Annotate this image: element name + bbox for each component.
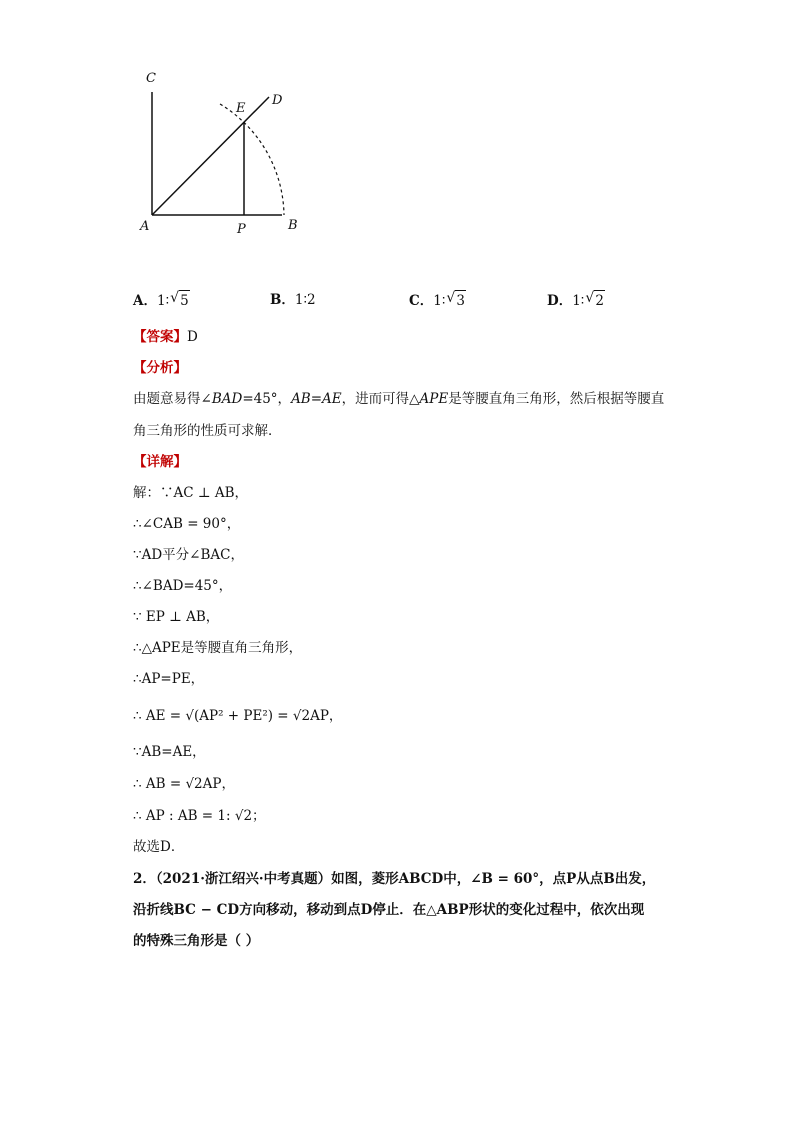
detail-step-11: ∴ AP : AB = 1: √2； bbox=[133, 808, 266, 824]
question-2-line-2: 沿折线BC − CD方向移动，移动到点D停止．在△ABP形状的变化过程中，依次出现 bbox=[133, 902, 645, 918]
label-a: A bbox=[140, 219, 150, 234]
detail-step-5: ∵ EP ⊥ AB， bbox=[133, 609, 220, 625]
detail-step-1: 解：∵AC ⊥ AB， bbox=[133, 485, 249, 501]
answer-value: D bbox=[187, 329, 198, 345]
detail-step-4: ∴∠BAD=45°， bbox=[133, 578, 233, 594]
detail-step-9: ∵AB=AE， bbox=[133, 744, 206, 760]
analysis-tag: 【分析】 bbox=[133, 360, 187, 376]
answer-tag: 【答案】 bbox=[133, 329, 187, 345]
detail-step-10: ∴ AB = √2AP， bbox=[133, 776, 235, 792]
label-e: E bbox=[236, 101, 246, 116]
label-b: B bbox=[288, 218, 298, 233]
option-a[interactable]: A．1∶ √ 5 bbox=[133, 290, 189, 309]
detail-step-2: ∴∠CAB = 90°， bbox=[133, 516, 241, 532]
analysis-line-2: 角三角形的性质可求解． bbox=[133, 423, 282, 439]
detail-tag: 【详解】 bbox=[133, 454, 187, 470]
question-2-line-3: 的特殊三角形是（ ） bbox=[133, 933, 260, 949]
ray-ad bbox=[152, 97, 269, 215]
arc-dashed bbox=[220, 104, 284, 215]
detail-step-12: 故选D． bbox=[133, 839, 185, 855]
option-b[interactable]: B．1∶2 bbox=[270, 292, 316, 308]
label-p: P bbox=[237, 222, 246, 237]
option-c[interactable]: C．1∶ √ 3 bbox=[409, 290, 465, 309]
detail-step-7: ∴AP=PE， bbox=[133, 671, 205, 687]
option-d[interactable]: D．1∶ √ 2 bbox=[547, 290, 604, 309]
detail-step-8: ∴ AE = √(AP² + PE²) = √2AP， bbox=[133, 708, 343, 724]
question-2-line-1: 2．（2021·浙江绍兴·中考真题）如图，菱形ABCD中，∠B = 60°，点P从点B出发， bbox=[133, 871, 656, 887]
analysis-line-1: 由题意易得∠BAD=45°，AB=AE，进而可得△APE是等腰直角三角形，然后根据等腰直 bbox=[133, 391, 665, 407]
detail-step-6: ∴△APE是等腰直角三角形， bbox=[133, 640, 303, 656]
answer-line bbox=[133, 327, 198, 347]
geometry-figure bbox=[130, 60, 320, 250]
label-d: D bbox=[272, 93, 283, 108]
detail-step-3: ∵AD平分∠BAC， bbox=[133, 547, 244, 563]
label-c: C bbox=[146, 71, 156, 86]
